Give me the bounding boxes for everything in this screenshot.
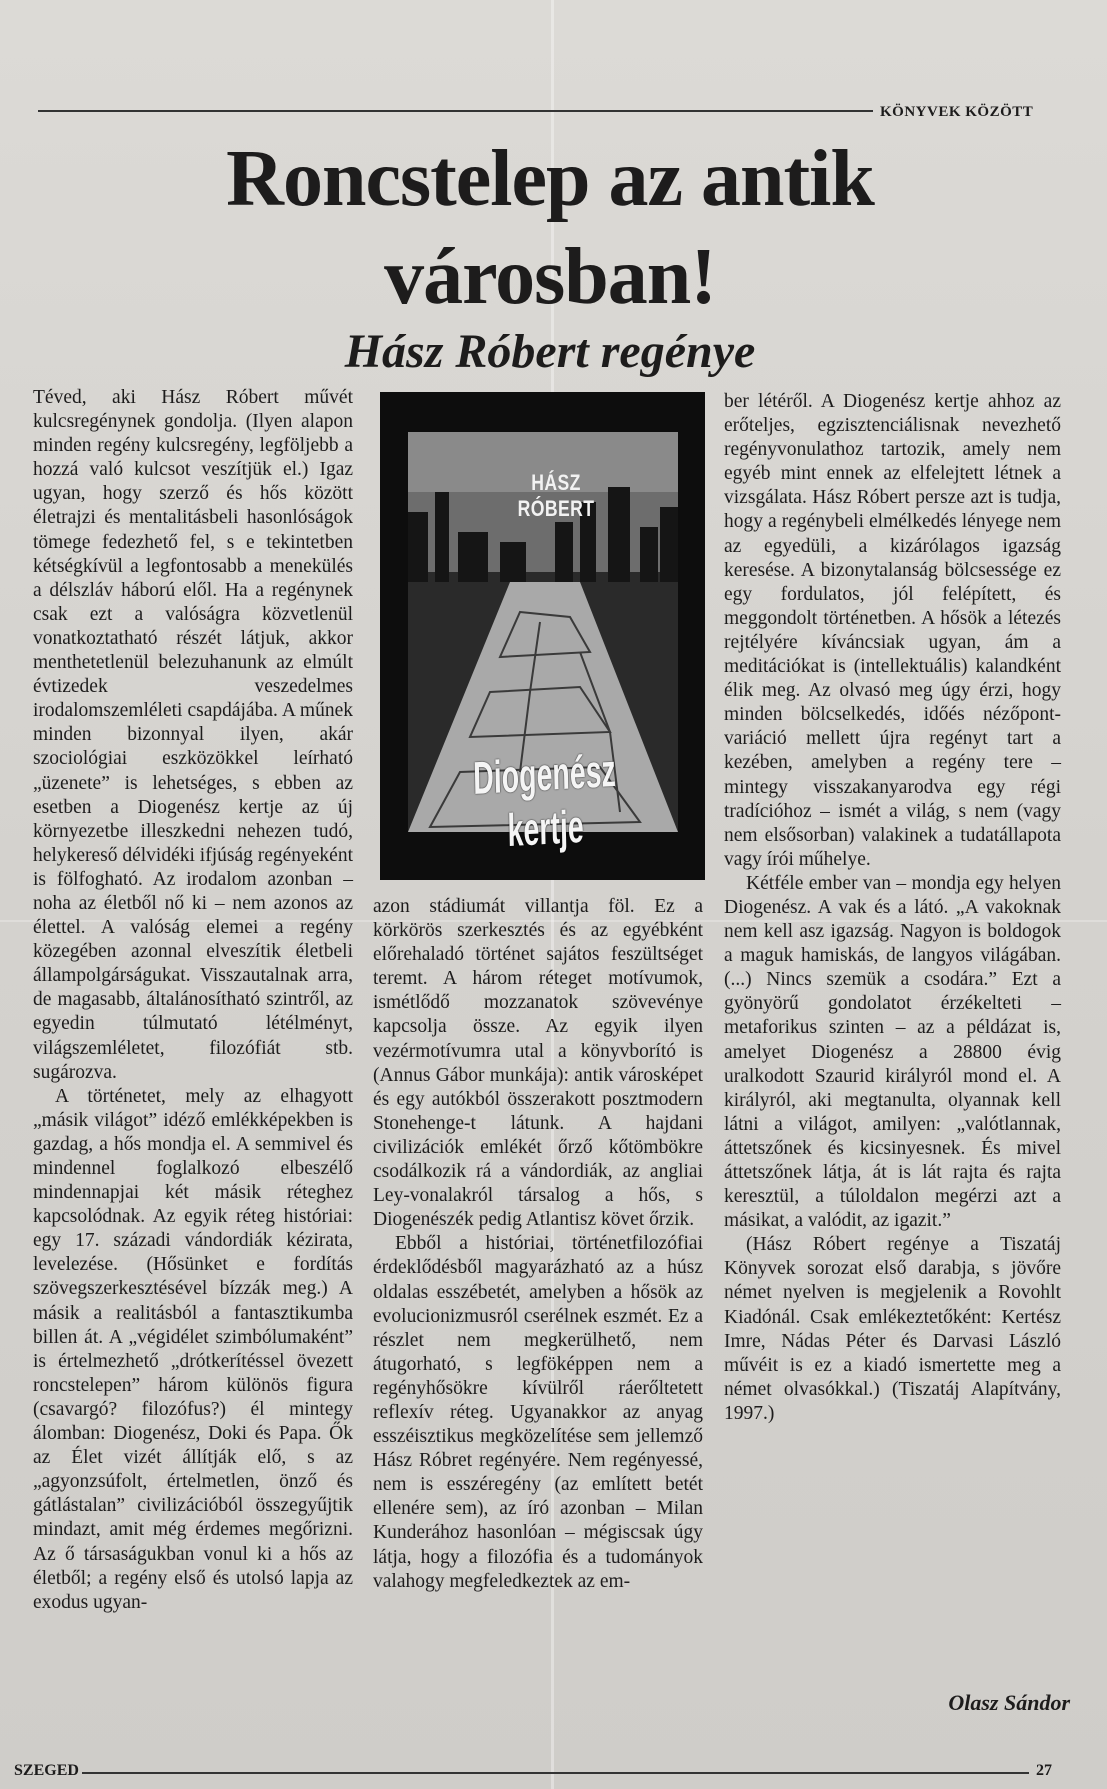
header-rule <box>38 110 873 112</box>
paragraph: (Hász Róbert regénye a Tiszatáj Könyvek sorozat első darabja, s jövőre német nyelven is megjelenik a Rovohlt Kiadónál. Csak emlékeztetőként: Kertész Imre, Nádas Péter és Darvasi László művéit is ez a kiadó ismertette meg a német olvasókkal.) (Tiszatáj Alapítvány, 1997.) <box>724 1234 1061 1424</box>
footer-city: SZEGED <box>14 1762 79 1779</box>
paragraph: Kétféle ember van – mondja egy helyen Diogenész. A vak és a látó. „A vakoknak nem kell asz igazság. Nagyon is boldogok a maguk hamiskás, de langyos világában. (...) Nincs szemük a csodára.” Ezt a gyönyörű gondolatot érzékelteti – metaforikus szinten – az a példázat is, amelyet Diogenész a 28800 évig uralkodott Szaurid királyról mond el. A királyról, aki megtanulta, olyannak kell látni a világot, amilyen: „valótlannak, áttetszőnek és kicsinyesnek. És mivel áttetszőnek látja, át is lát rajta és rajta keresztül, a túloldalon megérzi azt a másikat, a valódit, az igazit.” <box>724 872 1061 1232</box>
paragraph: Ebből a históriai, történetfilozófiai érdeklődésből magyarázható az a húsz oldalas esszébetét, amelyben a hősök az evolucionizmusról cserélnek eszmét. Ez a részlet nem megkerülhető, nem átugorható, s legföképpen nem a regényhősökre kívülről ráerőltetett reflexív réteg. Ugyanakkor az anyag esszéisztikus megközelítése sem jellemző Hász Róbret regényére. Nem regényessé, nem is esszéregény (az említett betét ellenére sem), az író azonban – Milan Kunderához hasonlóan – mégiscsak úgy látja, hogy a filozófia és a tudományok valahogy megfeledkeztek az em- <box>373 1233 703 1592</box>
cover-title: Diogenész kertje <box>472 744 617 857</box>
article-author: Olasz Sándor <box>948 1690 1070 1715</box>
page-number: 27 <box>1036 1762 1052 1779</box>
book-cover-image <box>380 392 705 880</box>
paragraph: A történetet, mely az elhagyott „másik világot” idéző emlékképekben is gazdag, a hős mondja el. A semmivel és mindennel foglalkozó elbeszélő mindennapjai két másik réteghez kapcsolódnak. Az egyik réteg históriai: egy 17. századi vándordiák kézirata, levelezése. (Hősünket e fordítás szövegszerkesztésével bízzák meg.) A másik a realitásból a fantasztikumba billen át. A „végidélet szimbólumaként” is értelmezhető „drótkerítéssel övezett roncstelepen” három különös figura (csavargó? filozófus?) él mintegy álomban: Diogenész, Doki és Papa. Ők az Élet vizét állítják elő, s az „agyonzsúfolt, értelmetlen, önző és gátlástalan” civilizációból összegyűjtik mindazt, amit még érdemes megőrizni. Az ő társaságukban vonul ki a hős az életből; a regény első és utolsó lapja az exodus ugyan- <box>33 1085 353 1613</box>
article-title: Roncstelep az antik városban! <box>226 135 874 321</box>
paragraph: azon stádiumát villantja föl. Ez a körkörös szerkesztés és az egyébként előrehaladó történet sajátos feszültséget teremt. A három réteget motívumok, ismétlődő mozzanatok szövevénye kapcsolja össze. Az egyik ilyen vezérmotívumra utal a könyvborító is (Annus Gábor munkája): antik városképet és egy autókból összerakott posztmodern Stonehenge-t látunk. A hajdani civilizációk emlékét őrző kőtömbökre csodálkozik rá a vándordiák, az angliai Ley-vonalakról társalog a hős, s Diogenészék pedig Atlantisz követ őrzik. <box>373 896 703 1231</box>
cover-author: HÁSZ RÓBERT <box>517 470 595 521</box>
article-column-middle <box>373 895 703 1594</box>
footer-rule <box>82 1772 1029 1774</box>
paragraph: Téved, aki Hász Róbert művét kulcsregénynek gondolja. (Ilyen alapon minden regény kulcsregény, legföljebb a hozzá való kulcsot veszítjük el.) Igaz ugyan, hogy szerző és hős között életrajzi és mentalitásbeli hasonlóságok tömege fedezhető fel, s e tekintetben kétségkívül a legfontosabb a menekülés a délszláv háború elől. Ha a regénynek csak ezt a valóságra közvetlenül vonatkoztatható részét látjuk, akkor menthetetlenül belezuhanunk az elmúlt évtizedek veszedelmes irodalomszemléleti csapdájába. A műnek minden bizonnyal ilyen, akár szociológiai eszközökkel leírható „üzenete” is lehetséges, s ebben az esetben a Diogenész kertje az új környezetbe illeszkedni nehezen tudó, helykereső délvidéki ifjúság regényeként is fölfogható. Az irodalom azonban – noha az életből nő ki – nem azonos az élettel. A valóság elemei a regény közegében azonnal elveszítik életbeli állampolgárságukat. Visszautalnak arra, de magasabb, általánosítható szintről, az egyedin túlmutató létélményt, világszemléletet, filozófiát stb. sugározva. <box>33 387 354 1083</box>
article-subtitle: Hász Róbert regénye <box>344 325 756 378</box>
paragraph: ber létéről. A Diogenész kertje ahhoz az erőteljes, egzisztenciálisnak nevezhető regényvonulathoz tartozik, amely nem egyéb mint ennek az elfelejtett létnek a vizsgálata. Hász Róbert persze azt is tudja, hogy a regénybeli elmélkedés lényege nem az egyedüli, a kizárólagos igazság keresése. A bizonytalanság bölcsessége ez egy fordulatos, jól felépített, és meggondolt történetben. A hősök a létezés rejtélyére kíváncsiak ugyan, ám a meditációkat is (intellektuális) kalandként élik meg. Az olvasó meg úgy érzi, hogy minden bölcselkedés, időés nézőpont-variáció mellett újra regényt tart a kezében, amelyben a regény tere – mintegy visszakanyarodva egy régi tradícióhoz – ismét a világ, s nem (vagy nem elsősorban) valakinek a tudatállapota vagy írói műhelye. <box>724 391 1061 870</box>
section-label: KÖNYVEK KÖZÖTT <box>880 104 1034 120</box>
article-column-right <box>724 390 1061 1426</box>
article-column-left <box>33 386 353 1615</box>
